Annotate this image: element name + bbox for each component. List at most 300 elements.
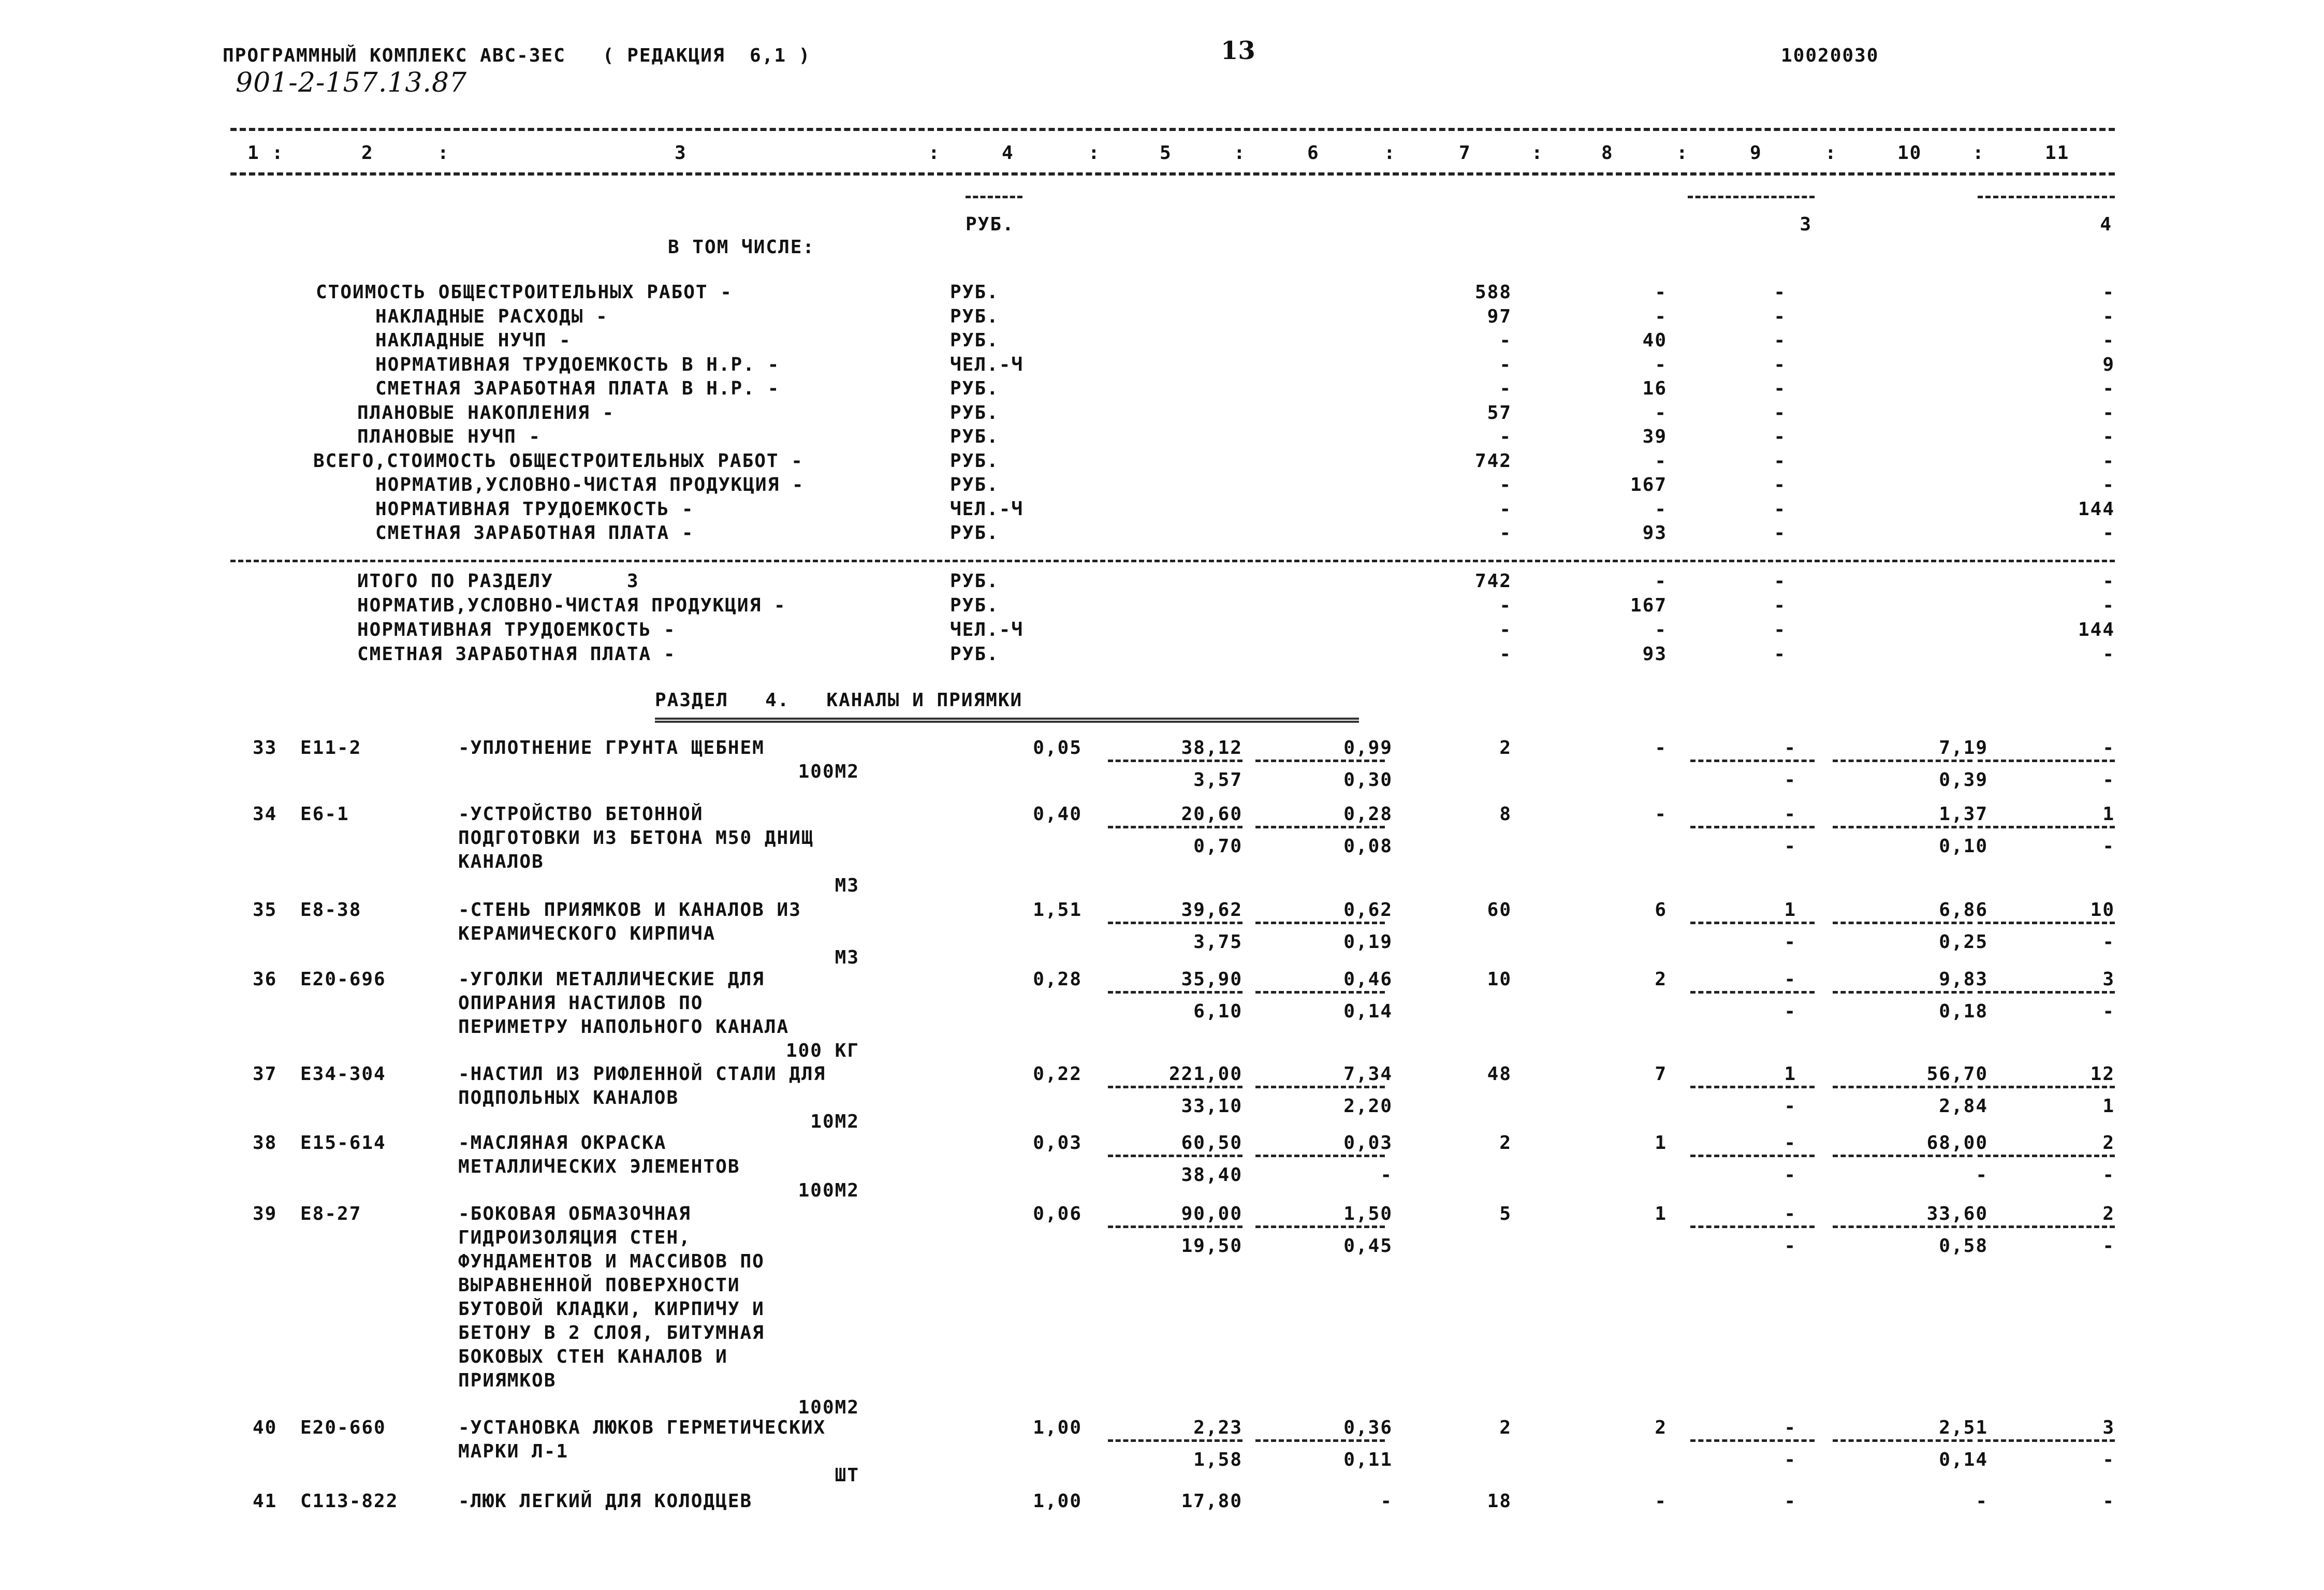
summary-col7: - [1499, 644, 1512, 665]
item-rule [1833, 1155, 1972, 1157]
summary-col7: 742 [1474, 571, 1512, 592]
item-labor: - [1976, 1491, 1988, 1512]
item-total-cost: 18 [1487, 1491, 1512, 1512]
item-rule [1255, 826, 1385, 828]
item-rule [1978, 991, 2115, 994]
item-unit: 10М2 [810, 1111, 859, 1132]
item-description: ОПИРАНИЯ НАСТИЛОВ ПО [458, 993, 704, 1014]
item-description: -УПЛОТНЕНИЕ ГРУНТА ЩЕБНЕМ [458, 737, 765, 758]
col-sep: : [437, 142, 450, 164]
item-description: -УСТАНОВКА ЛЮКОВ ГЕРМЕТИЧЕСКИХ [458, 1417, 826, 1438]
item-rule [1690, 1086, 1815, 1088]
item-sub-cost: 33,10 [1181, 1096, 1243, 1117]
handwritten-code: 901-2-157.13.87 [236, 67, 467, 98]
item-sub-wage: 0,08 [1343, 836, 1393, 857]
summary-col9: - [1774, 426, 1786, 447]
item-unit: 100М2 [798, 1180, 859, 1201]
col-9: 9 [1750, 142, 1762, 164]
summary-unit: РУБ. [950, 330, 999, 351]
top-value-col11: 4 [2100, 214, 2112, 235]
summary-col9: - [1774, 571, 1786, 592]
item-sub-col10: 0,10 [1939, 836, 1988, 857]
item-rule [1833, 760, 1972, 762]
item-quantity: 0,05 [1033, 737, 1082, 758]
summary-col8: - [1655, 498, 1667, 520]
item-quantity: 0,22 [1033, 1063, 1082, 1085]
program-title: ПРОГРАММНЫЙ КОМПЛЕКС АВС-ЗЕС ( РЕДАКЦИЯ 6,1 ) [223, 45, 811, 66]
item-labor: 7,19 [1939, 737, 1988, 758]
top-unit: РУБ. [966, 214, 1015, 235]
item-sub-wage: - [1380, 1164, 1393, 1186]
summary-col11: - [2102, 571, 2115, 592]
doc-code: 10020030 [1781, 45, 1879, 66]
item-sub-wage: 2,20 [1343, 1096, 1393, 1117]
col-sep: : [272, 142, 284, 164]
summary-col8: - [1655, 354, 1667, 375]
item-description: ФУНДАМЕНТОВ И МАССИВОВ ПО [458, 1251, 765, 1272]
summary-col9: - [1774, 619, 1786, 640]
summary-label: НАКЛАДНЫЕ НУЧП - [375, 330, 572, 351]
item-unit-wage: 0,99 [1343, 737, 1393, 758]
item-rule [1978, 1226, 2115, 1228]
item-unit-cost: 39,62 [1181, 899, 1243, 921]
item-unit-wage: - [1380, 1491, 1393, 1512]
item-total-wage: 1 [1655, 1132, 1667, 1154]
item-unit-wage: 0,62 [1343, 899, 1393, 921]
summary-unit: ЧЕЛ.-Ч [950, 498, 1024, 520]
summary-label: НОРМАТИВ,УСЛОВНО-ЧИСТАЯ ПРОДУКЦИЯ - [375, 474, 805, 495]
summary-label: НОРМАТИВ,УСЛОВНО-ЧИСТАЯ ПРОДУКЦИЯ - [357, 595, 786, 616]
item-sub-cost: 0,70 [1193, 836, 1243, 857]
item-sub-col11: - [2102, 1001, 2115, 1022]
item-rule [1255, 1155, 1385, 1157]
item-sub-col10: - [1976, 1164, 1988, 1186]
col-sep: : [1972, 142, 1985, 164]
item-unit-wage: 0,46 [1343, 969, 1393, 990]
item-number: 35 [253, 899, 277, 921]
summary-unit: РУБ. [950, 644, 999, 665]
item-col11: 2 [2102, 1132, 2115, 1154]
item-number: 34 [253, 804, 277, 825]
summary-label: ПЛАНОВЫЕ НУЧП - [357, 426, 542, 447]
item-unit-cost: 20,60 [1181, 804, 1243, 825]
item-rule [1833, 922, 1972, 924]
section4-title-underline [655, 718, 1359, 723]
item-unit: М3 [835, 875, 859, 896]
summary-col11: - [2102, 305, 2115, 327]
summary-label: ПЛАНОВЫЕ НАКОПЛЕНИЯ - [357, 402, 615, 424]
summary-col9: - [1774, 498, 1786, 520]
summary-col11: - [2102, 595, 2115, 616]
summary-col11: - [2102, 644, 2115, 665]
summary-col9: - [1774, 474, 1786, 495]
item-rule [1690, 922, 1815, 924]
summary-unit: РУБ. [950, 571, 999, 592]
short-rule [966, 196, 1022, 198]
col-6: 6 [1307, 142, 1320, 164]
item-sub-col11: - [2102, 769, 2115, 791]
item-rule [1108, 922, 1243, 924]
item-description: БОКОВЫХ СТЕН КАНАЛОВ И [458, 1346, 728, 1367]
item-unit: 100 КГ [785, 1040, 859, 1061]
item-sub-col11: - [2102, 931, 2115, 953]
item-unit-wage: 1,50 [1343, 1203, 1393, 1224]
summary-col7: 97 [1487, 305, 1512, 327]
item-rule [1255, 1439, 1385, 1442]
summary-col7: - [1499, 619, 1512, 640]
item-labor: 2,51 [1939, 1417, 1988, 1438]
item-sub-col9: - [1784, 836, 1796, 857]
summary-unit: РУБ. [950, 282, 999, 303]
item-total-cost: 2 [1499, 1417, 1512, 1438]
col-sep: : [1384, 142, 1396, 164]
item-code: Е6-1 [300, 804, 349, 825]
summary-unit: РУБ. [950, 450, 999, 472]
summary-col7: - [1499, 354, 1512, 375]
item-sub-col10: 0,58 [1939, 1235, 1988, 1257]
item-col11: 1 [2102, 804, 2115, 825]
item-description: -ЛЮК ЛЕГКИЙ ДЛЯ КОЛОДЦЕВ [458, 1491, 753, 1512]
section4-title: РАЗДЕЛ 4. КАНАЛЫ И ПРИЯМКИ [655, 690, 1023, 711]
summary-col8: 16 [1642, 378, 1667, 399]
item-code: Е34-304 [300, 1063, 386, 1085]
summary-unit: РУБ. [950, 402, 999, 424]
item-rule [1690, 1226, 1815, 1228]
item-description: ПОДПОЛЬНЫХ КАНАЛОВ [458, 1087, 679, 1108]
item-col9: - [1784, 969, 1796, 990]
summary-label: СМЕТНАЯ ЗАРАБОТНАЯ ПЛАТА В Н.Р. - [375, 378, 780, 399]
col-11: 11 [2045, 142, 2070, 164]
summary-col9: - [1774, 450, 1786, 472]
summary-col9: - [1774, 402, 1786, 424]
item-unit-wage: 7,34 [1343, 1063, 1393, 1085]
item-code: Е15-614 [300, 1132, 386, 1154]
item-col9: - [1784, 737, 1796, 758]
col-4: 4 [1002, 142, 1014, 164]
item-total-cost: 60 [1487, 899, 1512, 921]
item-quantity: 0,06 [1033, 1203, 1082, 1224]
item-col11: 3 [2102, 969, 2115, 990]
item-sub-cost: 19,50 [1181, 1235, 1243, 1257]
item-col9: - [1784, 1491, 1796, 1512]
item-code: Е20-660 [300, 1417, 386, 1438]
item-labor: 56,70 [1926, 1063, 1988, 1085]
summary-col11: - [2102, 282, 2115, 303]
item-code: Е11-2 [300, 737, 362, 758]
item-sub-col10: 0,39 [1939, 769, 1988, 791]
summary-col8: - [1655, 305, 1667, 327]
item-total-wage: 2 [1655, 1417, 1667, 1438]
item-rule [1255, 991, 1385, 994]
summary-col11: - [2102, 426, 2115, 447]
top-value-col9: 3 [1800, 214, 1812, 235]
summary-col7: 742 [1474, 450, 1512, 472]
item-rule [1108, 1439, 1243, 1442]
item-col9: - [1784, 1203, 1796, 1224]
item-rule [1108, 1155, 1243, 1157]
summary-col8: 93 [1642, 644, 1667, 665]
item-sub-col9: - [1784, 1001, 1796, 1022]
summary-unit: ЧЕЛ.-Ч [950, 354, 1024, 375]
item-unit: М3 [835, 947, 859, 968]
item-rule [1690, 760, 1815, 762]
item-rule [1255, 760, 1385, 762]
item-rule [1690, 991, 1815, 994]
item-sub-col10: 0,25 [1939, 931, 1988, 953]
item-labor: 9,83 [1939, 969, 1988, 990]
item-number: 33 [253, 737, 277, 758]
item-total-cost: 8 [1499, 804, 1512, 825]
summary-col11: 144 [2078, 498, 2115, 520]
item-code: Е20-696 [300, 969, 386, 990]
col-sep: : [1234, 142, 1246, 164]
item-col11: 2 [2102, 1203, 2115, 1224]
col-sep: : [1531, 142, 1544, 164]
item-rule [1108, 1226, 1243, 1228]
summary-unit: РУБ. [950, 595, 999, 616]
item-number: 36 [253, 969, 277, 990]
item-sub-wage: 0,11 [1343, 1449, 1393, 1470]
item-unit-wage: 0,03 [1343, 1132, 1393, 1154]
item-sub-wage: 0,19 [1343, 931, 1393, 953]
item-unit-cost: 2,23 [1193, 1417, 1243, 1438]
summary-label: СМЕТНАЯ ЗАРАБОТНАЯ ПЛАТА - [357, 644, 676, 665]
header-rule-bottom [230, 172, 2115, 176]
item-total-cost: 2 [1499, 1132, 1512, 1154]
summary-col8: - [1655, 402, 1667, 424]
item-description: ВЫРАВНЕННОЙ ПОВЕРХНОСТИ [458, 1275, 740, 1296]
summary-col7: - [1499, 330, 1512, 351]
item-col9: - [1784, 804, 1796, 825]
item-total-wage: 7 [1655, 1063, 1667, 1085]
item-rule [1690, 1155, 1815, 1157]
summary-unit: РУБ. [950, 474, 999, 495]
short-rule [1978, 196, 2115, 198]
item-rule [1690, 1439, 1815, 1442]
summary-unit: РУБ. [950, 305, 999, 327]
item-description: МЕТАЛЛИЧЕСКИХ ЭЛЕМЕНТОВ [458, 1156, 740, 1177]
summary-col7: 57 [1487, 402, 1512, 424]
summary-col11: 144 [2078, 619, 2115, 640]
item-unit-cost: 35,90 [1181, 969, 1243, 990]
item-rule [1978, 1086, 2115, 1088]
summary-col9: - [1774, 522, 1786, 544]
item-total-wage: 1 [1655, 1203, 1667, 1224]
item-rule [1833, 991, 1972, 994]
summary-col9: - [1774, 330, 1786, 351]
col-10: 10 [1897, 142, 1922, 164]
summary-col8: - [1655, 282, 1667, 303]
col-7: 7 [1459, 142, 1471, 164]
summary-label: НОРМАТИВНАЯ ТРУДОЕМКОСТЬ - [375, 498, 694, 520]
summary-col7: - [1499, 498, 1512, 520]
item-quantity: 0,03 [1033, 1132, 1082, 1154]
summary-label: НОРМАТИВНАЯ ТРУДОЕМКОСТЬ - [357, 619, 676, 640]
item-description: -МАСЛЯНАЯ ОКРАСКА [458, 1132, 667, 1154]
item-rule [1108, 991, 1243, 994]
summary-unit: РУБ. [950, 522, 999, 544]
item-sub-col10: 0,18 [1939, 1001, 1988, 1022]
summary-col7: - [1499, 426, 1512, 447]
col-2: 2 [361, 142, 374, 164]
item-labor: 68,00 [1926, 1132, 1988, 1154]
item-number: 37 [253, 1063, 277, 1085]
item-total-wage: - [1655, 1491, 1667, 1512]
summary-col8: 39 [1642, 426, 1667, 447]
item-labor: 1,37 [1939, 804, 1988, 825]
summary-col8: 167 [1630, 595, 1667, 616]
summary-col9: - [1774, 378, 1786, 399]
item-unit-cost: 90,00 [1181, 1203, 1243, 1224]
summary-unit: ЧЕЛ.-Ч [950, 619, 1024, 640]
item-sub-wage: 0,45 [1343, 1235, 1393, 1257]
item-quantity: 0,28 [1033, 969, 1082, 990]
item-sub-col9: - [1784, 1449, 1796, 1470]
summary-label: СТОИМОСТЬ ОБЩЕСТРОИТЕЛЬНЫХ РАБОТ - [316, 282, 733, 303]
item-description: БУТОВОЙ КЛАДКИ, КИРПИЧУ И [458, 1299, 765, 1320]
item-rule [1108, 1086, 1243, 1088]
item-description: -УГОЛКИ МЕТАЛЛИЧЕСКИЕ ДЛЯ [458, 969, 765, 990]
short-rule [1688, 196, 1815, 198]
item-col9: - [1784, 1417, 1796, 1438]
header-rule-top [230, 128, 2115, 131]
item-col9: 1 [1784, 1063, 1796, 1085]
item-rule [1833, 1439, 1972, 1442]
item-rule [1833, 826, 1972, 828]
item-number: 39 [253, 1203, 277, 1224]
summary-col11: - [2102, 330, 2115, 351]
summary-label: НАКЛАДНЫЕ РАСХОДЫ - [375, 305, 608, 327]
summary-col7: - [1499, 595, 1512, 616]
item-rule [1108, 826, 1243, 828]
col-sep: : [1825, 142, 1837, 164]
item-description: ПРИЯМКОВ [458, 1370, 557, 1391]
item-sub-cost: 6,10 [1193, 1001, 1243, 1022]
summary-col8: 167 [1630, 474, 1667, 495]
item-sub-cost: 1,58 [1193, 1449, 1243, 1470]
summary-unit: РУБ. [950, 426, 999, 447]
item-rule [1978, 922, 2115, 924]
item-description: -СТЕНЬ ПРИЯМКОВ И КАНАЛОВ ИЗ [458, 899, 801, 921]
item-rule [1978, 1155, 2115, 1157]
summary-col8: - [1655, 571, 1667, 592]
col-sep: : [1676, 142, 1689, 164]
item-quantity: 1,00 [1033, 1417, 1082, 1438]
item-col9: - [1784, 1132, 1796, 1154]
item-col9: 1 [1784, 899, 1796, 921]
summary-col7: - [1499, 522, 1512, 544]
item-description: ПОДГОТОВКИ ИЗ БЕТОНА М50 ДНИЩ [458, 827, 814, 849]
item-sub-col10: 0,14 [1939, 1449, 1988, 1470]
item-unit-cost: 221,00 [1168, 1063, 1243, 1085]
item-rule [1255, 1086, 1385, 1088]
page-number: 13 [1221, 36, 1255, 65]
item-number: 41 [253, 1491, 277, 1512]
item-description: ГИДРОИЗОЛЯЦИЯ СТЕН, [458, 1227, 691, 1248]
item-unit: 100М2 [798, 1397, 859, 1418]
summary-rule [230, 560, 2115, 562]
item-rule [1978, 1439, 2115, 1442]
item-rule [1255, 1226, 1385, 1228]
item-sub-col11: - [2102, 1449, 2115, 1470]
summary-col9: - [1774, 354, 1786, 375]
item-total-cost: 48 [1487, 1063, 1512, 1085]
item-unit-cost: 17,80 [1181, 1491, 1243, 1512]
item-col11: 3 [2102, 1417, 2115, 1438]
summary-col7: - [1499, 378, 1512, 399]
item-sub-col11: 1 [2102, 1096, 2115, 1117]
summary-label: НОРМАТИВНАЯ ТРУДОЕМКОСТЬ В Н.Р. - [375, 354, 780, 375]
col-3: 3 [675, 142, 687, 164]
item-description: -НАСТИЛ ИЗ РИФЛЕННОЙ СТАЛИ ДЛЯ [458, 1063, 826, 1085]
item-quantity: 0,40 [1033, 804, 1082, 825]
item-unit-cost: 60,50 [1181, 1132, 1243, 1154]
item-sub-cost: 3,57 [1193, 769, 1243, 791]
item-sub-cost: 3,75 [1193, 931, 1243, 953]
item-total-wage: - [1655, 804, 1667, 825]
item-description: ПЕРИМЕТРУ НАПОЛЬНОГО КАНАЛА [458, 1016, 790, 1038]
summary-col8: - [1655, 450, 1667, 472]
item-description: БЕТОНУ В 2 СЛОЯ, БИТУМНАЯ [458, 1322, 765, 1344]
item-code: Е8-27 [300, 1203, 362, 1224]
item-unit: 100М2 [798, 761, 859, 782]
summary-label: ВСЕГО,СТОИМОСТЬ ОБЩЕСТРОИТЕЛЬНЫХ РАБОТ - [313, 450, 803, 472]
col-5: 5 [1160, 142, 1172, 164]
summary-col11: - [2102, 450, 2115, 472]
col-sep: : [1088, 142, 1101, 164]
summary-col11: - [2102, 378, 2115, 399]
item-sub-col11: - [2102, 1164, 2115, 1186]
item-unit-wage: 0,36 [1343, 1417, 1393, 1438]
item-total-wage: - [1655, 737, 1667, 758]
item-rule [1108, 760, 1243, 762]
item-description: -УСТРОЙСТВО БЕТОННОЙ [458, 804, 704, 825]
item-rule [1833, 1226, 1972, 1228]
item-code: С113-822 [300, 1491, 399, 1512]
col-8: 8 [1601, 142, 1614, 164]
summary-col11: - [2102, 474, 2115, 495]
summary-col8: - [1655, 619, 1667, 640]
item-unit-cost: 38,12 [1181, 737, 1243, 758]
summary-col11: 9 [2102, 354, 2115, 375]
item-total-wage: 2 [1655, 969, 1667, 990]
summary-col8: 40 [1642, 330, 1667, 351]
summary-col11: - [2102, 522, 2115, 544]
item-sub-col10: 2,84 [1939, 1096, 1988, 1117]
item-unit-wage: 0,28 [1343, 804, 1393, 825]
item-sub-cost: 38,40 [1181, 1164, 1243, 1186]
item-total-cost: 10 [1487, 969, 1512, 990]
summary-col9: - [1774, 644, 1786, 665]
summary-col11: - [2102, 402, 2115, 424]
item-col11: 10 [2090, 899, 2115, 921]
item-description: -БОКОВАЯ ОБМАЗОЧНАЯ [458, 1203, 691, 1224]
item-total-cost: 2 [1499, 737, 1512, 758]
item-labor: 33,60 [1926, 1203, 1988, 1224]
summary-label: ИТОГО ПО РАЗДЕЛУ 3 [357, 571, 639, 592]
item-sub-col9: - [1784, 1235, 1796, 1257]
col-sep: : [928, 142, 941, 164]
item-rule [1255, 922, 1385, 924]
item-sub-col9: - [1784, 769, 1796, 791]
item-col11: 12 [2090, 1063, 2115, 1085]
item-rule [1833, 1086, 1972, 1088]
item-sub-col11: - [2102, 836, 2115, 857]
item-number: 38 [253, 1132, 277, 1154]
summary-col9: - [1774, 595, 1786, 616]
item-sub-wage: 0,14 [1343, 1001, 1393, 1022]
item-number: 40 [253, 1417, 277, 1438]
